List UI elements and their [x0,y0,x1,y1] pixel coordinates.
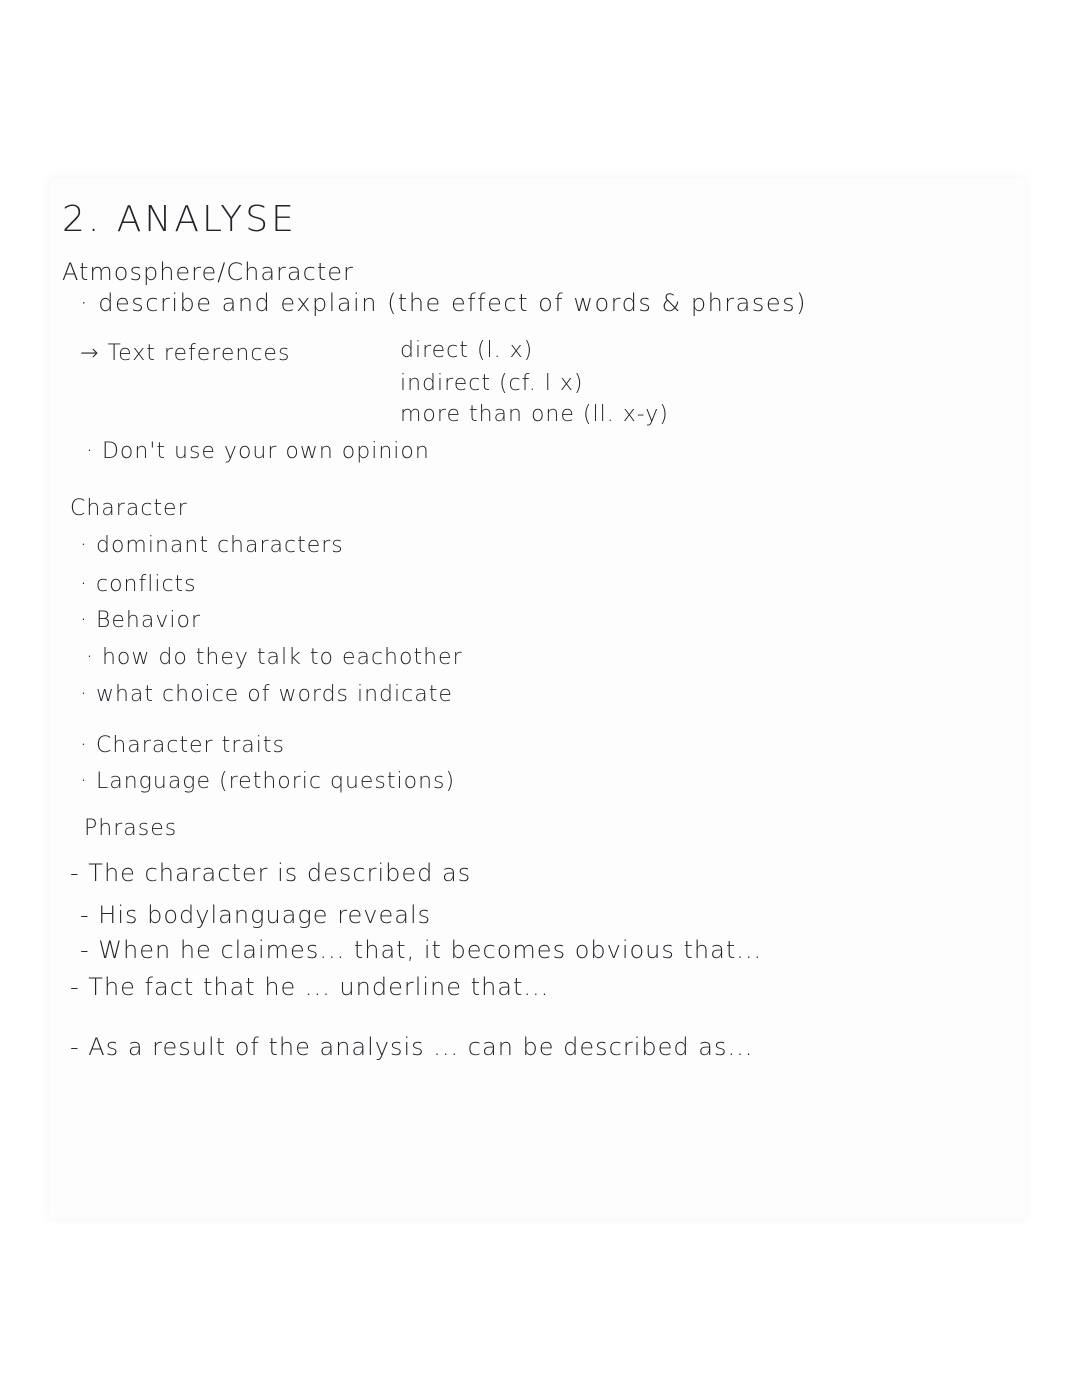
list-item: · Character traits [80,733,285,758]
bullet-no-opinion: · Don't use your own opinion [86,439,430,464]
phrase-item: - When he claimes... that, it becomes obvious that... [80,936,763,964]
phrases-title: Phrases [84,816,178,841]
list-item: · conflicts [80,572,197,597]
list-item: · Behavior [80,608,201,633]
phrase-item: - His bodylanguage reveals [80,901,432,929]
list-item: · dominant characters [80,533,344,558]
phrase-item: - As a result of the analysis ... can be described as... [70,1033,754,1061]
page-title: 2. ANALYSE [62,199,297,240]
list-item: · what choice of words indicate [80,682,453,707]
text-references-label: → Text references [80,341,291,366]
phrase-item: - The fact that he ... underline that... [70,973,550,1001]
list-item: · Language (rethoric questions) [80,769,456,794]
reference-indirect: indirect (cf. l x) [400,371,584,396]
reference-direct: direct (l. x) [400,338,534,363]
bullet-describe: · describe and explain (the effect of words & phrases) [80,289,807,317]
phrase-item: - The character is described as [70,859,472,887]
list-item: · how do they talk to eachother [86,645,463,670]
reference-more-than-one: more than one (ll. x-y) [400,402,669,427]
section-title-atmosphere: Atmosphere/Character [62,258,354,286]
section-title-character: Character [70,496,188,521]
